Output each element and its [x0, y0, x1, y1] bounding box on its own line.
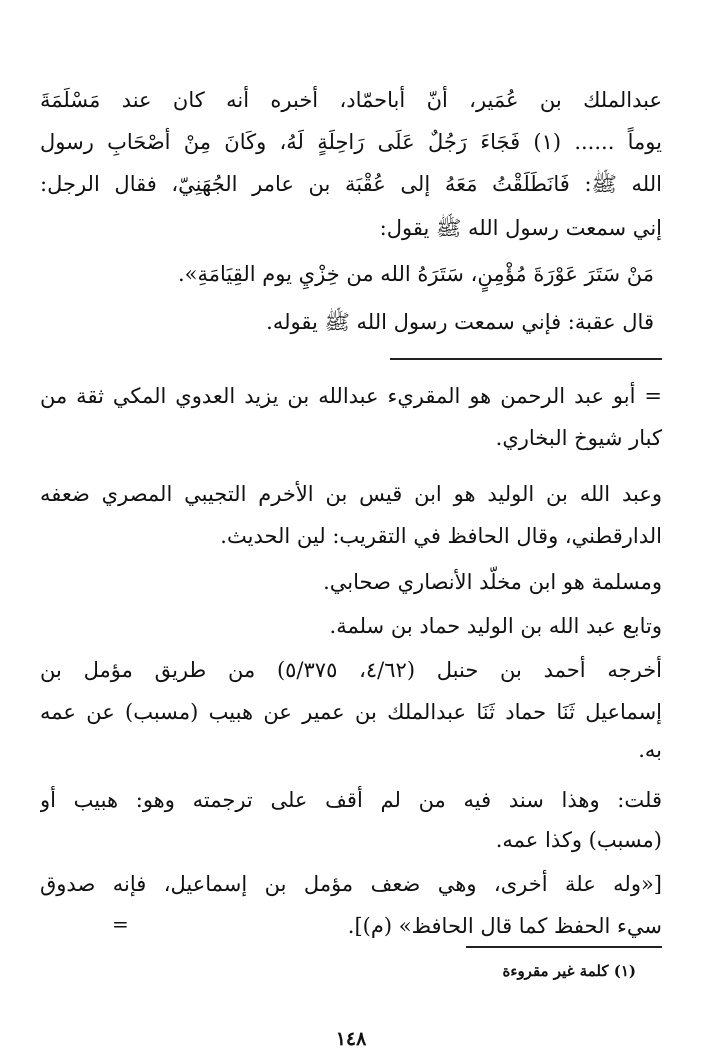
separator-rule	[390, 358, 662, 360]
text-line: يوماً ...... (١) فَجَاءَ رَجُلٌ عَلَى رَاحِلَةٍ لَهُ، وكَانَ مِنْ أصْحَابِ رسول	[40, 130, 662, 154]
page-number: ١٤٨	[335, 1028, 367, 1050]
note-line: وتابع عبد الله بن الوليد حماد بن سلمة.	[329, 614, 662, 638]
text-line: الله ﷺ: فَانَطَلَقْتُ مَعَهُ إلى عُقْبَة بن عامر الجُهَنِيّ، فقال الرجل:	[40, 172, 662, 196]
note-line: وعبد الله بن الوليد هو ابن قيس بن الأخرم التجيبي المصري ضعفه	[40, 482, 662, 506]
text-line: إني سمعت رسول الله ﷺ يقول:	[379, 216, 662, 240]
footnote-rule	[466, 946, 662, 948]
hadith-line: مَنْ سَتَرَ عَوْرَةَ مُؤْمِنٍ، سَتَرَهُ الله من خِزْيِ يوم القِيَامَةِ».	[178, 262, 654, 286]
note-line: قلت: وهذا سند فيه من لم أقف على ترجمته وهو: هبيب أو	[40, 788, 662, 812]
note-line: كبار شيوخ البخاري.	[495, 426, 662, 450]
note-line: (مسبب) وكذا عمه.	[495, 828, 662, 852]
note-line: [«وله علة أخرى، وهي ضعف مؤمل بن إسماعيل، فإنه صدوق	[40, 872, 662, 896]
note-line: أخرجه أحمد بن حنبل (٤/٦٢، ٥/٣٧٥) من طريق مؤمل بن	[40, 658, 662, 682]
note-line: سيء الحفظ كما قال الحافظ» (م)].	[347, 914, 662, 938]
text-line: قال عقبة: فإني سمعت رسول الله ﷺ يقوله.	[266, 310, 654, 334]
note-line: ومسلمة هو ابن مخلّد الأنصاري صحابي.	[323, 570, 662, 594]
continuation-mark: =	[112, 912, 129, 936]
note-line: به.	[638, 738, 662, 762]
text-line: عبدالملك بن عُمَير، أنّ أباحمّاد، أخبره أنه كان عند مَسْلَمَةَ	[40, 88, 662, 112]
footnote: (١) كلمة غير مقروءة	[502, 962, 636, 980]
note-line: الدارقطني، وقال الحافظ في التقريب: لين الحديث.	[220, 524, 662, 548]
note-line: إسماعيل ثَنَا حماد ثَنَا عبدالملك بن عمير عن هبيب (مسبب) عن عمه	[40, 700, 662, 724]
note-line: = أبو عبد الرحمن هو المقريء عبدالله بن يزيد العدوي المكي ثقة من	[40, 384, 662, 408]
